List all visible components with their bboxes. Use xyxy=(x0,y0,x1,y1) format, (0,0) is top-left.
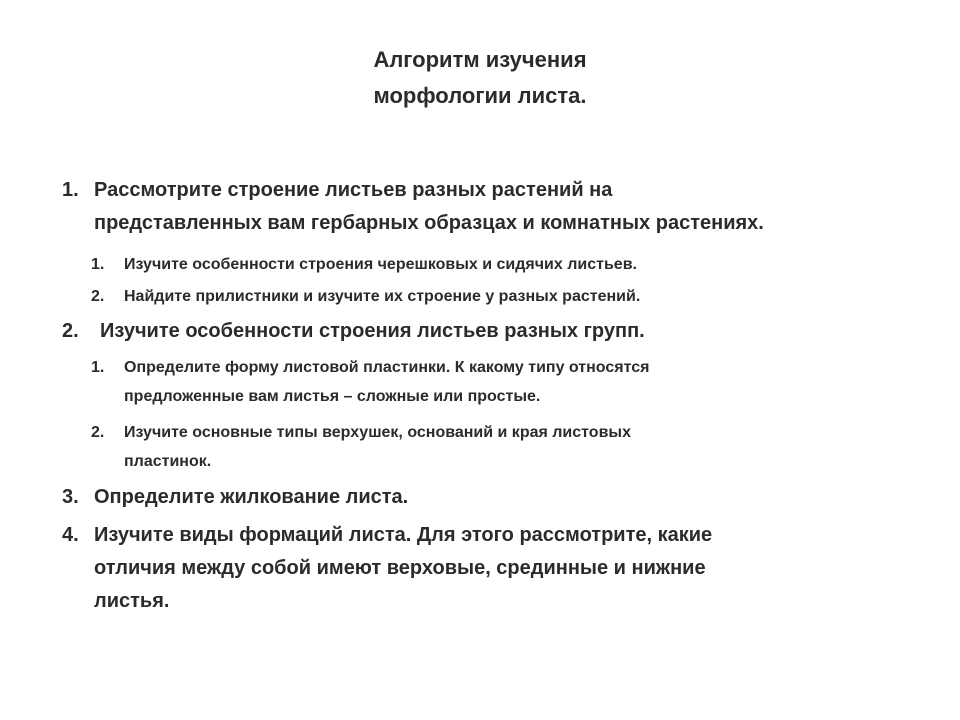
list-item-1-1 xyxy=(91,250,911,279)
list-item-1-2 xyxy=(91,282,911,311)
list-item-1-number: 1. xyxy=(62,179,79,201)
list-item-1-2-number: 2. xyxy=(91,288,105,305)
list-item-2-line-1: Изучите особенности строения листьев разных групп. xyxy=(100,320,645,342)
list-item-2-2-line-1: Изучите основные типы верхушек, оснований и края листовых xyxy=(124,424,631,441)
list-item-4-line-3: листья. xyxy=(94,590,170,612)
list-item-2-2 xyxy=(91,418,911,476)
list-item-4-line-1: Изучите виды формаций листа. Для этого рассмотрите, какие xyxy=(94,524,713,546)
list-item-4-number: 4. xyxy=(62,524,79,546)
list-item-1 xyxy=(62,174,922,240)
list-item-3-number: 3. xyxy=(62,486,79,508)
list-item-1-1-line-1: Изучите особенности строения черешковых и сидячих листьев. xyxy=(124,256,637,273)
slide-title xyxy=(0,42,960,114)
list-item-2-1 xyxy=(91,353,911,411)
list-item-1-line-1: Рассмотрите строение листьев разных растений на xyxy=(94,179,613,201)
title-line-2: морфологии листа. xyxy=(373,83,587,108)
list-item-2-2-line-2: пластинок. xyxy=(124,453,212,470)
list-item-2-number: 2. xyxy=(62,320,79,342)
list-item-4-line-2: отличия между собой имеют верховые, срединные и нижние xyxy=(94,557,706,579)
list-item-1-2-line-1: Найдите прилистники и изучите их строение у разных растений. xyxy=(124,288,641,305)
list-item-3 xyxy=(62,481,922,514)
list-item-2-1-line-1: Определите форму листовой пластинки. К какому типу относятся xyxy=(124,359,650,376)
list-item-1-1-number: 1. xyxy=(91,256,105,273)
list-item-2-2-number: 2. xyxy=(91,424,105,441)
list-item-2-1-number: 1. xyxy=(91,359,105,376)
list-item-4 xyxy=(62,519,922,618)
list-item-3-line-1: Определите жилкование листа. xyxy=(94,486,409,508)
list-item-1-line-2: представленных вам гербарных образцах и комнатных растениях. xyxy=(94,212,764,234)
title-line-1: Алгоритм изучения xyxy=(373,47,587,72)
list-item-2-1-line-2: предложенные вам листья – сложные или простые. xyxy=(124,388,541,405)
list-item-2 xyxy=(62,315,922,348)
